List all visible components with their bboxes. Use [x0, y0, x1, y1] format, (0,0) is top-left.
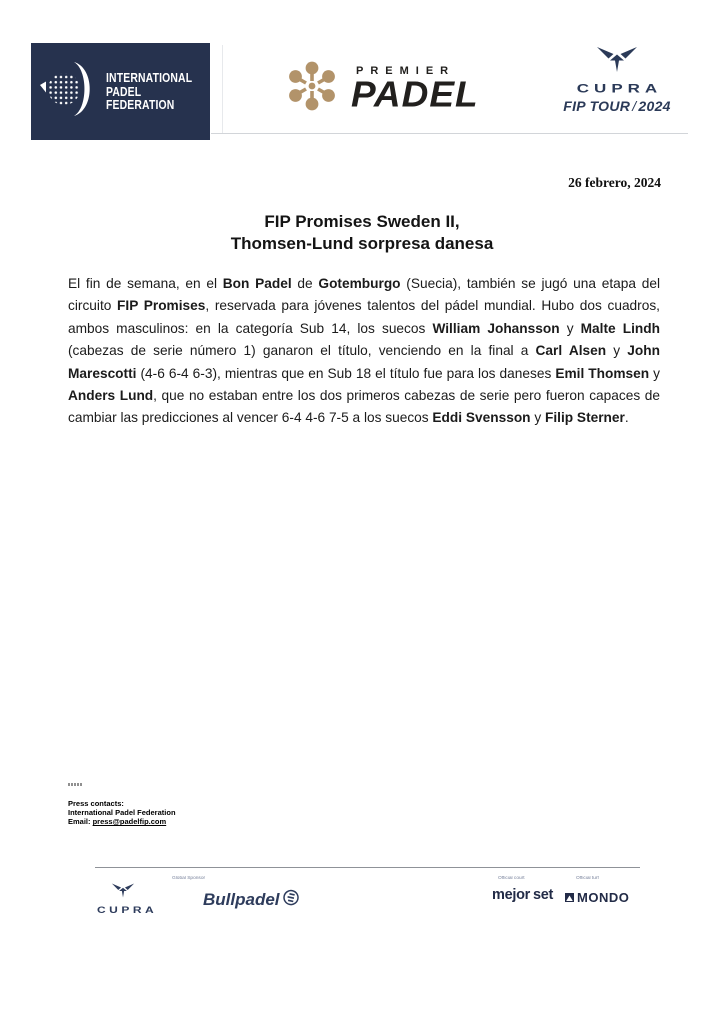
title-line-2: Thomsen-Lund sorpresa danesa: [230, 233, 494, 253]
global-sponsor-label: Global Sponsor: [172, 876, 206, 881]
footer-bullpadel-logo: [203, 889, 299, 911]
fip-tour-year: [556, 98, 678, 114]
footer-mejorset-logo: [492, 887, 553, 903]
slash-separator: /: [632, 98, 637, 114]
footer-separator: [95, 867, 640, 868]
press-contacts-email-line: [68, 817, 176, 826]
mondo-square-icon: [565, 890, 574, 905]
press-contacts-heading: Press contacts:: [68, 799, 124, 808]
padel-word: PADEL: [351, 74, 479, 114]
footer-cupra-wordmark: CUPRA: [97, 904, 158, 916]
title-line-1: FIP Promises Sweden II,: [264, 212, 460, 231]
cupra-emblem-icon: [111, 885, 135, 902]
date: 26 febrero, 2024: [568, 175, 661, 190]
press-contacts-org: International Padel Federation: [68, 808, 176, 818]
cupra-wordmark: CUPRA: [576, 81, 663, 96]
cupra-emblem-icon: [596, 60, 638, 77]
footer-mondo-logo: [565, 890, 629, 905]
page-title: [0, 211, 724, 254]
header-bottom-rule: [211, 133, 688, 134]
mejorset-word1: mejor: [492, 887, 530, 903]
premier-padel-logo: [283, 57, 479, 120]
official-court-label: Official court: [498, 876, 525, 881]
mondo-wordmark: MONDO: [577, 890, 630, 905]
footer-cupra-logo: [94, 883, 158, 917]
ipf-logo: [31, 43, 210, 140]
premier-padel-icon: [283, 57, 341, 120]
year-text: 2024: [638, 98, 671, 114]
mejorset-word2: set: [533, 887, 554, 903]
premier-word: PREMIER: [356, 64, 456, 77]
fineprint-mark: [68, 783, 83, 786]
body-paragraph: El fin de semana, en el Bon Padel de Gotemburgo (Suecia), también se jugó una etapa del circuito FIP Promises, reservada para jóvenes talentos del pádel mundial. Hubo dos cuadros, ambos masculinos: en la categoría Sub 14, los suecos William Johansson y Malte Lindh (cabezas de serie número 1) ganaron el título, venciendo en la final a Carl Alsen y John Marescotti (4-6 6-4 6-3), mientras que en Sub 18 el título fue para los daneses Emil Thomsen y Anders Lund, que no estaban entre los dos primeros cabezas de serie pero fueron capaces de cambiar las predicciones al vencer 6-4 4-6 7-5 a los suecos Eddi Svensson y Filip Sterner.: [68, 276, 661, 426]
ipf-logo-text: INTERNATIONAL PADEL FEDERATION: [106, 69, 193, 113]
header-side-rule: [222, 45, 223, 133]
email-label: Email:: [68, 817, 93, 827]
cupra-fip-tour-logo: [556, 46, 678, 114]
fip-tour-text: FIP TOUR: [563, 98, 631, 114]
ipf-ball-icon: [38, 54, 104, 129]
press-email-link[interactable]: press@padelfip.com: [92, 817, 167, 827]
premier-padel-wordmark: [351, 65, 479, 113]
bullpadel-wordmark: Bullpadel: [203, 890, 280, 909]
bullpadel-emblem-icon: [279, 887, 300, 912]
press-contacts: [68, 783, 176, 827]
official-turf-label: Official turf: [576, 876, 599, 881]
